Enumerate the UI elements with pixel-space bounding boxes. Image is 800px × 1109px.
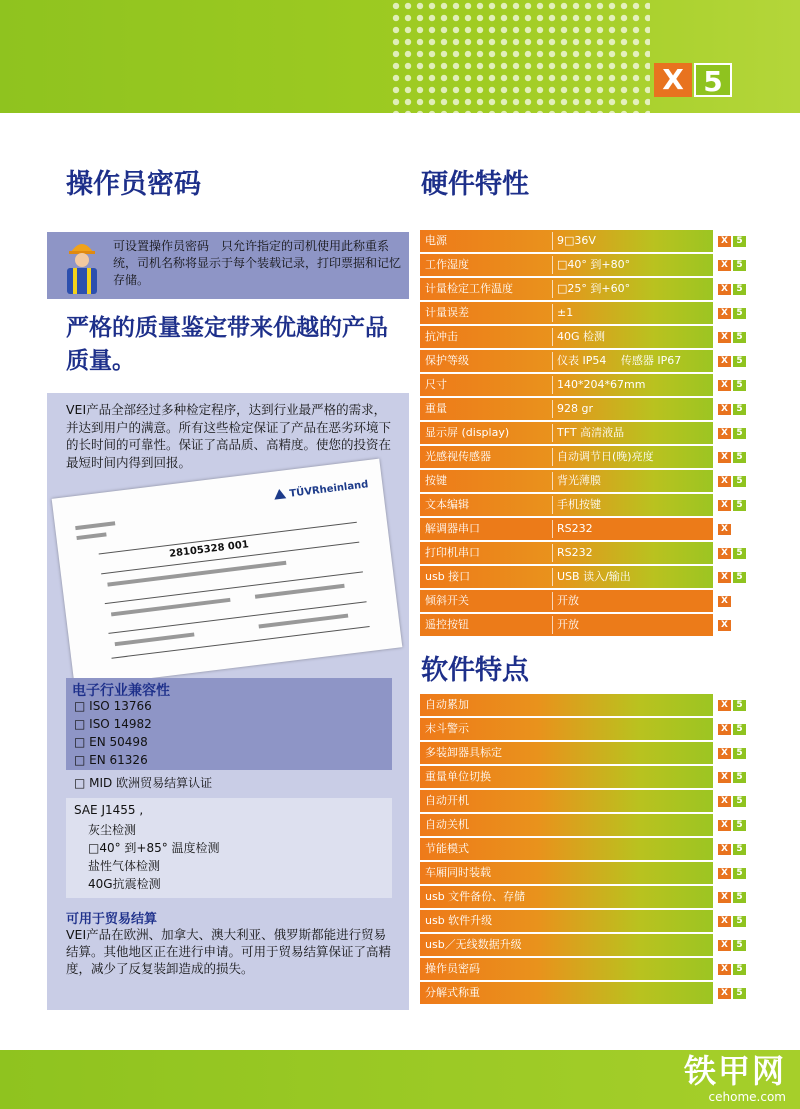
operator-title: 操作员密码 <box>66 169 201 200</box>
hardware-row-value: 仪表 IP54 传感器 IP67 <box>557 354 682 367</box>
5-icon: 5 <box>733 308 746 319</box>
x5-availability-icon <box>718 892 746 903</box>
sae-line: SAE J1455 , <box>74 803 144 817</box>
hardware-row-name: 打印机串口 <box>425 546 480 559</box>
cert-rule <box>111 626 369 659</box>
5-icon: 5 <box>733 772 746 783</box>
cert-text-line <box>76 532 106 540</box>
5-icon: 5 <box>733 260 746 271</box>
x-icon: X <box>718 308 731 319</box>
5-icon: 5 <box>733 428 746 439</box>
software-row: 车厢同时装载 <box>420 862 713 884</box>
x-icon: X <box>718 572 731 583</box>
x5-availability-icon <box>718 596 731 607</box>
x5-availability-icon <box>718 308 746 319</box>
x5-availability-icon <box>718 476 746 487</box>
x5-availability-icon <box>718 452 746 463</box>
x5-availability-icon <box>718 844 746 855</box>
5-icon: 5 <box>733 916 746 927</box>
tuv-logo <box>273 478 369 502</box>
5-icon: 5 <box>733 476 746 487</box>
5-icon: 5 <box>733 700 746 711</box>
x-icon: X <box>718 724 731 735</box>
hardware-row-name: 尺寸 <box>425 378 447 391</box>
hardware-row-value: □25° 到+60° <box>557 282 631 295</box>
hardware-row-value: □40° 到+80° <box>557 258 631 271</box>
x5-availability-icon <box>718 820 746 831</box>
mid-certification: □ MID 欧洲贸易结算认证 <box>74 776 213 790</box>
5-icon: 5 <box>733 548 746 559</box>
x5-availability-icon <box>718 988 746 999</box>
5-icon: 5 <box>733 820 746 831</box>
cell-divider <box>552 400 553 418</box>
hardware-row <box>420 254 713 276</box>
x-icon: X <box>718 940 731 951</box>
software-title: 软件特点 <box>421 655 529 686</box>
5-icon: 5 <box>733 748 746 759</box>
hardware-row <box>420 590 713 612</box>
x-icon: X <box>718 452 731 463</box>
x5-availability-icon <box>718 724 746 735</box>
x-icon: X <box>718 548 731 559</box>
x5-logo <box>654 63 732 97</box>
x5-availability-icon <box>718 284 746 295</box>
footer-band <box>0 1050 800 1109</box>
x5-availability-icon <box>718 572 746 583</box>
x-icon: X <box>718 988 731 999</box>
x-icon: X <box>718 284 731 295</box>
certificate-number: 28105328 001 <box>168 539 250 560</box>
x5-availability-icon <box>718 524 731 535</box>
hardware-row-name: 文本编辑 <box>425 498 469 511</box>
sae-line: 40G抗震检测 <box>88 877 161 891</box>
5-icon: 5 <box>733 892 746 903</box>
5-icon: 5 <box>733 964 746 975</box>
hardware-row-name: 保护等级 <box>425 354 469 367</box>
hardware-row-name: 倾斜开关 <box>425 594 469 607</box>
5-icon: 5 <box>733 796 746 807</box>
hardware-row-name: 计量检定工作温度 <box>425 282 513 295</box>
cert-text-line <box>255 584 345 599</box>
software-row: 重量单位切换 <box>420 766 713 788</box>
hardware-row <box>420 398 713 420</box>
hardware-row <box>420 230 713 252</box>
hardware-row <box>420 542 713 564</box>
x-icon: X <box>718 620 731 631</box>
x5-availability-icon <box>718 356 746 367</box>
5-icon: 5 <box>733 940 746 951</box>
software-row: 多装卸器具标定 <box>420 742 713 764</box>
software-row: 自动开机 <box>420 790 713 812</box>
software-row: usb／无线数据升级 <box>420 934 713 956</box>
hardware-table <box>420 230 713 638</box>
hardware-row-value: 40G 检测 <box>557 330 606 343</box>
x-icon: X <box>718 236 731 247</box>
trade-text: VEI产品在欧洲、加拿大、澳大利亚、俄罗斯都能进行贸易结算。其他地区正在进行申请。可用于贸易结算保证了高精度，减少了反复装卸造成的损失。 <box>66 927 392 976</box>
hardware-row-value: 140*204*67mm <box>557 378 646 391</box>
watermark-main: 铁甲网 <box>683 1052 786 1090</box>
emc-item: □ ISO 14982 <box>74 717 152 731</box>
emc-item: □ ISO 13766 <box>74 699 152 713</box>
cell-divider <box>552 280 553 298</box>
x5-availability-icon <box>718 868 746 879</box>
5-icon: 5 <box>733 724 746 735</box>
5-icon: 5 <box>733 572 746 583</box>
hardware-row-value: ±1 <box>557 306 574 319</box>
hardware-row-value: 背光薄膜 <box>557 474 601 487</box>
hardware-row <box>420 494 713 516</box>
software-row: 自动关机 <box>420 814 713 836</box>
x-icon: X <box>718 260 731 271</box>
dot-pattern <box>390 0 650 113</box>
x5-availability-icon <box>718 428 746 439</box>
x-icon: X <box>718 796 731 807</box>
software-row: 末斗警示 <box>420 718 713 740</box>
software-row: 节能模式 <box>420 838 713 860</box>
x-icon: X <box>718 404 731 415</box>
cell-divider <box>552 328 553 346</box>
hardware-row <box>420 374 713 396</box>
hardware-row-value: 开放 <box>557 594 579 607</box>
logo-x: X <box>654 63 692 97</box>
x5-availability-icon <box>718 620 731 631</box>
x-icon: X <box>718 428 731 439</box>
hardware-row-value: RS232 <box>557 522 593 535</box>
x-icon: X <box>718 524 731 535</box>
hardware-row-name: 显示屏 (display) <box>425 426 510 439</box>
emc-title: 电子行业兼容性 <box>72 683 170 699</box>
cell-divider <box>552 448 553 466</box>
hardware-row <box>420 422 713 444</box>
hardware-row-name: 光感视传感器 <box>425 450 491 463</box>
cert-text-line <box>107 561 286 587</box>
emc-item: □ EN 61326 <box>74 753 148 767</box>
5-icon: 5 <box>733 404 746 415</box>
x5-availability-icon <box>718 500 746 511</box>
cert-text-line <box>75 521 115 530</box>
cell-divider <box>552 352 553 370</box>
cell-divider <box>552 256 553 274</box>
emc-item: □ EN 50498 <box>74 735 148 749</box>
x-icon: X <box>718 700 731 711</box>
x-icon: X <box>718 380 731 391</box>
x5-availability-icon <box>718 964 746 975</box>
software-row: usb 软件升级 <box>420 910 713 932</box>
hardware-row-value: 928 gr <box>557 402 593 415</box>
x-icon: X <box>718 820 731 831</box>
x5-availability-icon <box>718 236 746 247</box>
tuv-name: TÜVRheinland <box>288 479 369 500</box>
operator-box <box>47 232 409 299</box>
5-icon: 5 <box>733 844 746 855</box>
x-icon: X <box>718 332 731 343</box>
cell-divider <box>552 472 553 490</box>
5-icon: 5 <box>733 332 746 343</box>
x5-availability-icon <box>718 260 746 271</box>
quality-title: 严格的质量鉴定带来优越的产品质量。 <box>66 315 388 374</box>
x5-availability-icon <box>718 940 746 951</box>
x-icon: X <box>718 476 731 487</box>
cell-divider <box>552 304 553 322</box>
sae-line: □40° 到+85° 温度检测 <box>88 841 220 855</box>
x5-availability-icon <box>718 748 746 759</box>
software-table <box>420 694 713 1006</box>
x-icon: X <box>718 772 731 783</box>
watermark-sub: cehome.com <box>708 1090 786 1104</box>
hardware-row-name: 解调器串口 <box>425 522 480 535</box>
cell-divider <box>552 520 553 538</box>
x-icon: X <box>718 844 731 855</box>
5-icon: 5 <box>733 452 746 463</box>
hardware-row-name: 电源 <box>425 234 447 247</box>
5-icon: 5 <box>733 380 746 391</box>
cell-divider <box>552 424 553 442</box>
hardware-row-name: 抗冲击 <box>425 330 458 343</box>
x-icon: X <box>718 964 731 975</box>
certificate-image <box>52 459 403 688</box>
trade-title: 可用于贸易结算 <box>66 912 158 927</box>
hardware-row-value: 9□36V <box>557 234 596 247</box>
software-row: 自动累加 <box>420 694 713 716</box>
cell-divider <box>552 592 553 610</box>
software-row: usb 文件备份、存储 <box>420 886 713 908</box>
x-icon: X <box>718 916 731 927</box>
x-icon: X <box>718 596 731 607</box>
hardware-row <box>420 278 713 300</box>
hardware-row-value: TFT 高清液晶 <box>557 426 625 439</box>
hardware-row-value: 开放 <box>557 618 579 631</box>
cert-text-line <box>115 632 195 646</box>
x5-availability-icon <box>718 772 746 783</box>
x5-availability-icon <box>718 332 746 343</box>
x-icon: X <box>718 868 731 879</box>
x-icon: X <box>718 892 731 903</box>
x-icon: X <box>718 748 731 759</box>
logo-5: 5 <box>694 63 732 97</box>
cehome-watermark <box>684 1052 786 1104</box>
5-icon: 5 <box>733 500 746 511</box>
hardware-row-value: USB 读入/输出 <box>557 570 631 583</box>
cell-divider <box>552 496 553 514</box>
5-icon: 5 <box>733 236 746 247</box>
5-icon: 5 <box>733 356 746 367</box>
software-row: 分解式称重 <box>420 982 713 1004</box>
operator-text: 可设置操作员密码 只允许指定的司机使用此称重系统，司机名称将显示于每个装载记录，打印票据和记忆存储。 <box>113 239 402 287</box>
tuv-triangle-icon <box>273 488 286 499</box>
hardware-row-name: usb 接口 <box>425 570 471 583</box>
hardware-row-name: 按键 <box>425 474 447 487</box>
x5-availability-icon <box>718 796 746 807</box>
x5-availability-icon <box>718 916 746 927</box>
5-icon: 5 <box>733 988 746 999</box>
hardware-row <box>420 614 713 636</box>
hardware-row-value: RS232 <box>557 546 593 559</box>
software-row: 操作员密码 <box>420 958 713 980</box>
hardware-row <box>420 470 713 492</box>
x5-availability-icon <box>718 700 746 711</box>
x5-availability-icon <box>718 404 746 415</box>
x-icon: X <box>718 500 731 511</box>
hardware-row-name: 遥控按钮 <box>425 618 469 631</box>
x5-availability-icon <box>718 380 746 391</box>
hardware-row <box>420 350 713 372</box>
hardware-row-value: 自动调节日(晚)亮度 <box>557 450 654 463</box>
5-icon: 5 <box>733 868 746 879</box>
quality-text: VEI产品全部经过多种检定程序，达到行业最严格的需求，并达到用户的满意。所有这些检定保证了产品在恶劣环境下的长时间的可靠性。保证了高品质、高精度。使您的投资在最短时间内得到回报。 <box>66 402 392 470</box>
hardware-title: 硬件特性 <box>421 169 529 200</box>
sae-line: 灰尘检测 <box>88 823 137 837</box>
hardware-row-name: 重量 <box>425 402 447 415</box>
hardware-row-name: 工作湿度 <box>425 258 469 271</box>
cert-text-line <box>259 614 349 629</box>
hardware-row <box>420 446 713 468</box>
worker-icon <box>63 238 101 294</box>
cell-divider <box>552 232 553 250</box>
sae-line: 盐性气体检测 <box>88 859 161 873</box>
hardware-row <box>420 302 713 324</box>
x5-availability-icon <box>718 548 746 559</box>
hardware-row <box>420 566 713 588</box>
x-icon: X <box>718 356 731 367</box>
hardware-row <box>420 518 713 540</box>
cell-divider <box>552 568 553 586</box>
hardware-row <box>420 326 713 348</box>
cell-divider <box>552 544 553 562</box>
cell-divider <box>552 376 553 394</box>
hardware-row-value: 手机按键 <box>557 498 601 511</box>
cell-divider <box>552 616 553 634</box>
hardware-row-name: 计量误差 <box>425 306 469 319</box>
5-icon: 5 <box>733 284 746 295</box>
